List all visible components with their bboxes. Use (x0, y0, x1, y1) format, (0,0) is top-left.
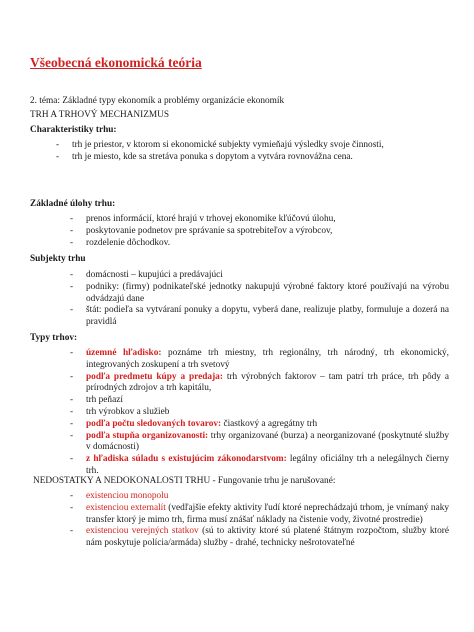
list-item: - prenos informácií, ktoré hrajú v trhovej ekonomike kľúčovú úlohu, (70, 214, 449, 226)
item-text: poznáme trh miestny, trh regionálny, trh národný, trh ekonomický, integrovaných zoskupení a trh svetový (86, 348, 449, 370)
list-item (70, 419, 449, 431)
list-item: - trh je miesto, kde sa stretáva ponuka s dopytom a vytvára rovnovážna cena. (56, 152, 449, 164)
item-label: existenciou monopolu (86, 491, 169, 501)
list-item (70, 454, 449, 478)
list-item (70, 526, 449, 550)
roles-heading: Základné úlohy trhu: (30, 199, 116, 209)
item-text: čiastkový a agregátny trh (221, 418, 318, 429)
item-text: trh peňazí (86, 395, 123, 406)
defects-list (70, 491, 449, 550)
char-heading: Charakteristiky trhu: (30, 125, 117, 135)
document-title: Všeobecná ekonomická teória (30, 55, 202, 70)
types-heading: Typy trhov: (30, 333, 78, 343)
list-item: - štát: podieľa sa vytváraní ponuky a dopytu, vyberá dane, realizuje platby, formuluje a dozerá na pravidlá (70, 305, 449, 329)
topic-line: 2. téma: Základné typy ekonomík a problémy organizácie ekonomík (30, 96, 285, 106)
item-label: podľa stupňa organizovanosti: (86, 430, 209, 441)
item-text: (sú to aktivity ktoré sú platené štátnym rozpočtom, služby ktoré nám poskytuje polícia/armáda) služby - drahé, technicky nešrotovateľné (86, 526, 449, 549)
list-item (70, 491, 449, 503)
item-label: z hľadiska súladu s existujúcim zákonodarstvom: (86, 454, 287, 465)
item-label: podľa počtu sledovaných tovarov: (86, 418, 222, 429)
section-subtitle: TRH A TRHOVÝ MECHANIZMUS (30, 110, 170, 120)
list-item (70, 348, 449, 372)
list-item (70, 407, 449, 419)
item-text: trhy organizované (burza) a neorganizované (poskytnuté služby v domácnosti) (86, 430, 449, 453)
types-list (70, 348, 449, 478)
item-text: trh výrobkov a služieb (86, 406, 170, 417)
item-label: podľa predmetu kúpy a predaja: (86, 371, 223, 382)
item-text: trh výrobných faktorov – tam patrí trh práce, trh pôdy a prírodných zdrojov a trh kapitálu, (86, 371, 449, 394)
list-item (70, 395, 449, 407)
subjects-list (70, 270, 449, 329)
subjects-heading: Subjekty trhu (30, 254, 86, 264)
char-list (56, 140, 449, 164)
item-label: existenciou externalít (86, 502, 166, 513)
list-item: - rozdelenie dôchodkov. (70, 238, 449, 250)
item-label: územné hľadisko: (86, 348, 162, 358)
list-item: - podniky: (firmy) podnikateľské jednotky nakupujú výrobné faktory ktoré používajú na výrobu odvádzajú dane (70, 282, 449, 306)
roles-list (70, 214, 449, 249)
list-item: - poskytovanie podnetov pre správanie sa spotrebiteľov a výrobcov, (70, 226, 449, 238)
item-text: legálny oficiálny trh a nelegálnych čierny trh. (86, 454, 450, 476)
list-item: - trh je priestor, v ktorom si ekonomické subjekty vymieňajú výsledky svoje činnosti, (56, 140, 449, 152)
defects-heading: NEDOSTATKY A NEDOKONALOSTI TRHU - Fungovanie trhu je narušované: (33, 476, 336, 486)
list-item: - domácnosti – kupujúci a predávajúci (70, 270, 449, 282)
item-label: existenciou verejných statkov (86, 526, 199, 537)
item-text: (vedľajšie efekty aktivity ľudí ktoré neprechádzajú trhom, je vnímaný naky transfer ktorý je mimo trh, firma musí znášať náklady na čistenie vody, životné prostredie) (86, 502, 449, 525)
list-item (70, 503, 449, 527)
list-item (70, 431, 449, 455)
list-item (70, 372, 449, 396)
